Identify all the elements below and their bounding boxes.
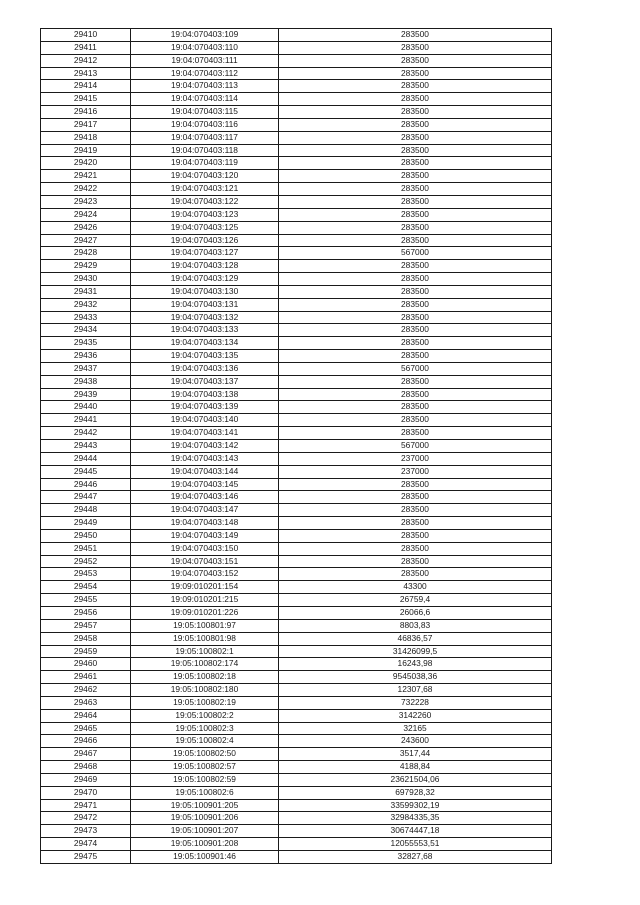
table-row [41, 568, 552, 581]
table-row [41, 285, 552, 298]
cadastral-number-cell: 19:04:070403:130 [131, 285, 279, 298]
cadastral-number-cell: 19:04:070403:149 [131, 529, 279, 542]
cadastral-number-cell: 19:04:070403:137 [131, 375, 279, 388]
row-number-cell: 29428 [41, 247, 131, 260]
row-number-cell: 29472 [41, 812, 131, 825]
row-number-cell: 29474 [41, 838, 131, 851]
value-cell: 283500 [279, 260, 552, 273]
cadastral-number-cell: 19:04:070403:151 [131, 555, 279, 568]
cadastral-number-cell: 19:04:070403:118 [131, 144, 279, 157]
table-row [41, 118, 552, 131]
cadastral-number-cell: 19:05:100802:19 [131, 696, 279, 709]
table-row [41, 504, 552, 517]
table-row [41, 298, 552, 311]
cadastral-number-cell: 19:04:070403:109 [131, 29, 279, 42]
value-cell: 4188,84 [279, 761, 552, 774]
cadastral-number-cell: 19:05:100802:1 [131, 645, 279, 658]
table-row [41, 491, 552, 504]
cadastral-number-cell: 19:05:100801:98 [131, 632, 279, 645]
value-cell: 283500 [279, 555, 552, 568]
cadastral-number-cell: 19:05:100802:180 [131, 684, 279, 697]
cadastral-number-cell: 19:04:070403:142 [131, 440, 279, 453]
row-number-cell: 29453 [41, 568, 131, 581]
table-row [41, 735, 552, 748]
row-number-cell: 29441 [41, 414, 131, 427]
row-number-cell: 29415 [41, 93, 131, 106]
cadastral-number-cell: 19:05:100802:57 [131, 761, 279, 774]
table-row [41, 427, 552, 440]
cadastral-number-cell: 19:04:070403:123 [131, 208, 279, 221]
row-number-cell: 29464 [41, 709, 131, 722]
cadastral-number-cell: 19:04:070403:125 [131, 221, 279, 234]
value-cell: 30674447,18 [279, 825, 552, 838]
row-number-cell: 29473 [41, 825, 131, 838]
row-number-cell: 29444 [41, 452, 131, 465]
row-number-cell: 29434 [41, 324, 131, 337]
value-cell: 283500 [279, 285, 552, 298]
cadastral-number-cell: 19:04:070403:133 [131, 324, 279, 337]
cadastral-number-cell: 19:05:100802:59 [131, 773, 279, 786]
cadastral-number-cell: 19:04:070403:139 [131, 401, 279, 414]
table-row [41, 786, 552, 799]
value-cell: 283500 [279, 375, 552, 388]
row-number-cell: 29445 [41, 465, 131, 478]
table-row [41, 671, 552, 684]
row-number-cell: 29448 [41, 504, 131, 517]
cadastral-number-cell: 19:05:100801:97 [131, 619, 279, 632]
row-number-cell: 29429 [41, 260, 131, 273]
value-cell: 283500 [279, 183, 552, 196]
row-number-cell: 29431 [41, 285, 131, 298]
table-row [41, 555, 552, 568]
value-cell: 283500 [279, 118, 552, 131]
value-cell: 697928,32 [279, 786, 552, 799]
value-cell: 283500 [279, 29, 552, 42]
cadastral-number-cell: 19:04:070403:117 [131, 131, 279, 144]
value-cell: 732228 [279, 696, 552, 709]
cadastral-number-cell: 19:09:010201:154 [131, 581, 279, 594]
row-number-cell: 29461 [41, 671, 131, 684]
cadastral-number-cell: 19:05:100802:3 [131, 722, 279, 735]
value-cell: 237000 [279, 465, 552, 478]
value-cell: 283500 [279, 93, 552, 106]
row-number-cell: 29455 [41, 594, 131, 607]
row-number-cell: 29427 [41, 234, 131, 247]
value-cell: 32827,68 [279, 851, 552, 864]
row-number-cell: 29470 [41, 786, 131, 799]
cadastral-number-cell: 19:04:070403:147 [131, 504, 279, 517]
row-number-cell: 29412 [41, 54, 131, 67]
table-row [41, 452, 552, 465]
value-cell: 237000 [279, 452, 552, 465]
row-number-cell: 29456 [41, 606, 131, 619]
table-row [41, 799, 552, 812]
value-cell: 26066,6 [279, 606, 552, 619]
value-cell: 283500 [279, 195, 552, 208]
row-number-cell: 29419 [41, 144, 131, 157]
value-cell: 283500 [279, 350, 552, 363]
table-row [41, 131, 552, 144]
cadastral-number-cell: 19:04:070403:116 [131, 118, 279, 131]
value-cell: 283500 [279, 337, 552, 350]
cadastral-number-cell: 19:09:010201:226 [131, 606, 279, 619]
table-body [41, 29, 552, 864]
table-row [41, 388, 552, 401]
row-number-cell: 29420 [41, 157, 131, 170]
value-cell: 283500 [279, 221, 552, 234]
row-number-cell: 29435 [41, 337, 131, 350]
value-cell: 9545038,36 [279, 671, 552, 684]
value-cell: 32165 [279, 722, 552, 735]
value-cell: 32984335,35 [279, 812, 552, 825]
cadastral-number-cell: 19:04:070403:120 [131, 170, 279, 183]
cadastral-number-cell: 19:04:070403:138 [131, 388, 279, 401]
table-row [41, 170, 552, 183]
cadastral-number-cell: 19:05:100802:50 [131, 748, 279, 761]
table-row [41, 684, 552, 697]
cadastral-number-cell: 19:04:070403:115 [131, 106, 279, 119]
table-row [41, 208, 552, 221]
row-number-cell: 29433 [41, 311, 131, 324]
cadastral-number-cell: 19:05:100802:4 [131, 735, 279, 748]
table-row [41, 93, 552, 106]
data-table [40, 28, 552, 864]
value-cell: 283500 [279, 131, 552, 144]
value-cell: 283500 [279, 324, 552, 337]
table-row [41, 234, 552, 247]
row-number-cell: 29414 [41, 80, 131, 93]
cadastral-number-cell: 19:04:070403:135 [131, 350, 279, 363]
row-number-cell: 29466 [41, 735, 131, 748]
table-row [41, 106, 552, 119]
table-row [41, 324, 552, 337]
row-number-cell: 29468 [41, 761, 131, 774]
value-cell: 567000 [279, 440, 552, 453]
row-number-cell: 29413 [41, 67, 131, 80]
row-number-cell: 29447 [41, 491, 131, 504]
value-cell: 3517,44 [279, 748, 552, 761]
row-number-cell: 29446 [41, 478, 131, 491]
row-number-cell: 29421 [41, 170, 131, 183]
cadastral-number-cell: 19:04:070403:148 [131, 517, 279, 530]
value-cell: 46836,57 [279, 632, 552, 645]
row-number-cell: 29458 [41, 632, 131, 645]
table-row [41, 465, 552, 478]
cadastral-number-cell: 19:04:070403:146 [131, 491, 279, 504]
row-number-cell: 29471 [41, 799, 131, 812]
table-row [41, 632, 552, 645]
cadastral-number-cell: 19:04:070403:143 [131, 452, 279, 465]
cadastral-number-cell: 19:04:070403:113 [131, 80, 279, 93]
value-cell: 283500 [279, 67, 552, 80]
table-row [41, 414, 552, 427]
table-row [41, 183, 552, 196]
cadastral-number-cell: 19:04:070403:136 [131, 362, 279, 375]
value-cell: 283500 [279, 311, 552, 324]
row-number-cell: 29418 [41, 131, 131, 144]
table-row [41, 311, 552, 324]
cadastral-number-cell: 19:05:100901:46 [131, 851, 279, 864]
table-row [41, 542, 552, 555]
table-row [41, 375, 552, 388]
value-cell: 243600 [279, 735, 552, 748]
value-cell: 283500 [279, 234, 552, 247]
table-row [41, 350, 552, 363]
table-row [41, 581, 552, 594]
row-number-cell: 29469 [41, 773, 131, 786]
value-cell: 283500 [279, 517, 552, 530]
row-number-cell: 29424 [41, 208, 131, 221]
table-row [41, 273, 552, 286]
row-number-cell: 29436 [41, 350, 131, 363]
table-row [41, 41, 552, 54]
value-cell: 283500 [279, 491, 552, 504]
row-number-cell: 29426 [41, 221, 131, 234]
value-cell: 567000 [279, 362, 552, 375]
row-number-cell: 29459 [41, 645, 131, 658]
value-cell: 283500 [279, 170, 552, 183]
value-cell: 43300 [279, 581, 552, 594]
table-row [41, 362, 552, 375]
value-cell: 283500 [279, 388, 552, 401]
row-number-cell: 29411 [41, 41, 131, 54]
row-number-cell: 29452 [41, 555, 131, 568]
table-row [41, 157, 552, 170]
row-number-cell: 29451 [41, 542, 131, 555]
row-number-cell: 29462 [41, 684, 131, 697]
cadastral-number-cell: 19:04:070403:119 [131, 157, 279, 170]
value-cell: 3142260 [279, 709, 552, 722]
table-row [41, 838, 552, 851]
table-row [41, 260, 552, 273]
value-cell: 33599302,19 [279, 799, 552, 812]
table-row [41, 517, 552, 530]
row-number-cell: 29475 [41, 851, 131, 864]
cadastral-number-cell: 19:04:070403:110 [131, 41, 279, 54]
cadastral-number-cell: 19:04:070403:140 [131, 414, 279, 427]
value-cell: 283500 [279, 298, 552, 311]
row-number-cell: 29467 [41, 748, 131, 761]
table-row [41, 337, 552, 350]
table-row [41, 29, 552, 42]
cadastral-number-cell: 19:04:070403:127 [131, 247, 279, 260]
value-cell: 283500 [279, 273, 552, 286]
row-number-cell: 29463 [41, 696, 131, 709]
table-row [41, 658, 552, 671]
cadastral-number-cell: 19:05:100802:6 [131, 786, 279, 799]
row-number-cell: 29450 [41, 529, 131, 542]
cadastral-number-cell: 19:05:100901:207 [131, 825, 279, 838]
table-row [41, 440, 552, 453]
value-cell: 283500 [279, 106, 552, 119]
cadastral-number-cell: 19:04:070403:150 [131, 542, 279, 555]
row-number-cell: 29432 [41, 298, 131, 311]
cadastral-number-cell: 19:05:100901:208 [131, 838, 279, 851]
row-number-cell: 29457 [41, 619, 131, 632]
value-cell: 283500 [279, 54, 552, 67]
row-number-cell: 29454 [41, 581, 131, 594]
value-cell: 283500 [279, 529, 552, 542]
cadastral-number-cell: 19:05:100901:205 [131, 799, 279, 812]
table-row [41, 851, 552, 864]
row-number-cell: 29439 [41, 388, 131, 401]
value-cell: 16243,98 [279, 658, 552, 671]
table-row [41, 401, 552, 414]
row-number-cell: 29460 [41, 658, 131, 671]
cadastral-number-cell: 19:04:070403:152 [131, 568, 279, 581]
table-row [41, 696, 552, 709]
value-cell: 8803,83 [279, 619, 552, 632]
value-cell: 283500 [279, 208, 552, 221]
table-row [41, 606, 552, 619]
value-cell: 12055553,51 [279, 838, 552, 851]
table-row [41, 812, 552, 825]
table-row [41, 645, 552, 658]
table-row [41, 748, 552, 761]
value-cell: 31426099,5 [279, 645, 552, 658]
value-cell: 283500 [279, 504, 552, 517]
row-number-cell: 29416 [41, 106, 131, 119]
value-cell: 283500 [279, 478, 552, 491]
cadastral-number-cell: 19:04:070403:134 [131, 337, 279, 350]
value-cell: 283500 [279, 542, 552, 555]
cadastral-number-cell: 19:04:070403:114 [131, 93, 279, 106]
value-cell: 283500 [279, 568, 552, 581]
value-cell: 283500 [279, 80, 552, 93]
cadastral-number-cell: 19:05:100901:206 [131, 812, 279, 825]
document-page [40, 28, 551, 864]
cadastral-number-cell: 19:04:070403:126 [131, 234, 279, 247]
table-row [41, 54, 552, 67]
table-row [41, 773, 552, 786]
value-cell: 23621504,06 [279, 773, 552, 786]
cadastral-number-cell: 19:04:070403:131 [131, 298, 279, 311]
cadastral-number-cell: 19:04:070403:141 [131, 427, 279, 440]
value-cell: 26759,4 [279, 594, 552, 607]
row-number-cell: 29430 [41, 273, 131, 286]
table-row [41, 825, 552, 838]
cadastral-number-cell: 19:04:070403:128 [131, 260, 279, 273]
cadastral-number-cell: 19:09:010201:215 [131, 594, 279, 607]
cadastral-number-cell: 19:04:070403:112 [131, 67, 279, 80]
row-number-cell: 29449 [41, 517, 131, 530]
cadastral-number-cell: 19:04:070403:145 [131, 478, 279, 491]
table-row [41, 529, 552, 542]
value-cell: 283500 [279, 414, 552, 427]
table-row [41, 761, 552, 774]
table-row [41, 594, 552, 607]
row-number-cell: 29465 [41, 722, 131, 735]
cadastral-number-cell: 19:04:070403:144 [131, 465, 279, 478]
table-row [41, 221, 552, 234]
cadastral-number-cell: 19:04:070403:121 [131, 183, 279, 196]
cadastral-number-cell: 19:04:070403:129 [131, 273, 279, 286]
row-number-cell: 29437 [41, 362, 131, 375]
value-cell: 283500 [279, 157, 552, 170]
table-row [41, 619, 552, 632]
cadastral-number-cell: 19:04:070403:122 [131, 195, 279, 208]
table-row [41, 709, 552, 722]
table-row [41, 247, 552, 260]
row-number-cell: 29440 [41, 401, 131, 414]
value-cell: 283500 [279, 401, 552, 414]
row-number-cell: 29422 [41, 183, 131, 196]
value-cell: 283500 [279, 427, 552, 440]
value-cell: 567000 [279, 247, 552, 260]
cadastral-number-cell: 19:04:070403:111 [131, 54, 279, 67]
table-row [41, 722, 552, 735]
table-row [41, 478, 552, 491]
row-number-cell: 29438 [41, 375, 131, 388]
value-cell: 283500 [279, 144, 552, 157]
cadastral-number-cell: 19:05:100802:2 [131, 709, 279, 722]
value-cell: 283500 [279, 41, 552, 54]
row-number-cell: 29423 [41, 195, 131, 208]
table-row [41, 195, 552, 208]
row-number-cell: 29417 [41, 118, 131, 131]
table-row [41, 144, 552, 157]
cadastral-number-cell: 19:04:070403:132 [131, 311, 279, 324]
cadastral-number-cell: 19:05:100802:174 [131, 658, 279, 671]
row-number-cell: 29442 [41, 427, 131, 440]
cadastral-number-cell: 19:05:100802:18 [131, 671, 279, 684]
table-row [41, 80, 552, 93]
table-row [41, 67, 552, 80]
row-number-cell: 29443 [41, 440, 131, 453]
value-cell: 12307,68 [279, 684, 552, 697]
row-number-cell: 29410 [41, 29, 131, 42]
